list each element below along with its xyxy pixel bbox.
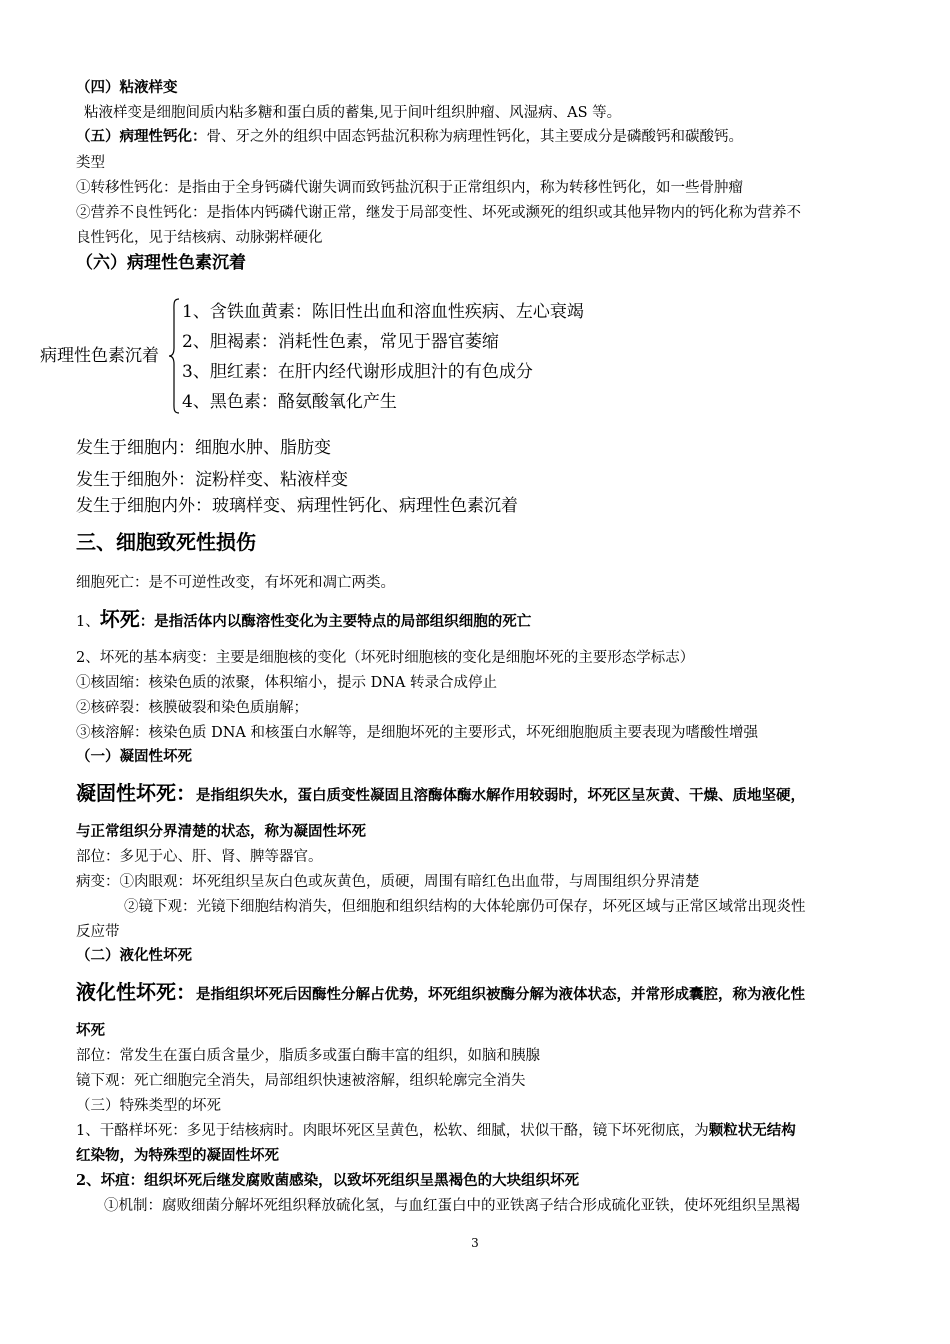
gangrene-mechanism: ①机制：腐败细菌分解坏死组织释放硫化氢，与血红蛋白中的亚铁离子结合形成硫化亚铁，使坏死组织呈黑褐 bbox=[104, 1198, 800, 1214]
nucleus-pyknosis: ①核固缩：核染色质的浓聚，体积缩小，提示 DNA 转录合成停止 bbox=[76, 675, 498, 691]
page-number: 3 bbox=[471, 1236, 479, 1250]
cell-death-definition: 细胞死亡：是不可逆性改变，有坏死和凋亡两类。 bbox=[76, 575, 395, 591]
special-necrosis-title: （三）特殊类型的坏死 bbox=[76, 1098, 221, 1114]
coagulative-title: （一）凝固性坏死 bbox=[76, 748, 192, 765]
section-5-line bbox=[76, 127, 920, 147]
pigment-group-label: 病理性色素沉着 bbox=[40, 346, 159, 366]
liquefactive-definition-1: 是指组织坏死后因酶性分解占优势，坏死组织被酶分解为液体状态，并常形成囊腔，称为液化性 bbox=[196, 986, 805, 1003]
coagulative-micro: ②镜下观：光镜下细胞结构消失，但细胞和组织结构的大体轮廓仍可保存，坏死区域与正常区域常出现炎性 bbox=[124, 899, 806, 915]
nucleus-karyolysis: ③核溶解：核染色质 DNA 和核蛋白水解等，是细胞坏死的主要形式，坏死细胞胞质主要表现为嗜酸性增强 bbox=[76, 725, 758, 741]
caseous-text: 1、干酪样坏死：多见于结核病时。肉眼坏死区呈黄色，松软、细腻，状似干酪，镜下坏死彻底，为 bbox=[76, 1123, 709, 1139]
summary-intracellular: 发生于细胞内：细胞水肿、脂肪变 bbox=[76, 438, 331, 458]
liquefactive-title: （二）液化性坏死 bbox=[76, 947, 192, 964]
types-label: 类型 bbox=[76, 155, 105, 171]
coagulative-reaction-zone: 反应带 bbox=[76, 924, 120, 940]
summary-both: 发生于细胞内外：玻璃样变、病理性钙化、病理性色素沉着 bbox=[76, 496, 518, 516]
pigment-item: 1、含铁血黄素：陈旧性出血和溶血性疾病、左心衰竭 bbox=[182, 302, 584, 322]
section-4-title: （四）粘液样变 bbox=[76, 79, 178, 96]
curly-brace-icon bbox=[168, 298, 180, 414]
summary-extracellular: 发生于细胞外：淀粉样变、粘液样变 bbox=[76, 470, 348, 490]
basic-change: 2、坏死的基本病变：主要是细胞核的变化（坏死时细胞核的变化是细胞坏死的主要形态学标志） bbox=[76, 650, 695, 666]
coagulative-gross: 病变：①肉眼观：坏死组织呈灰白色或灰黄色，质硬，周围有暗红色出血带，与周围组织分界清楚 bbox=[76, 874, 700, 890]
necrosis-number: 1、 bbox=[76, 614, 100, 630]
section-5-text: 骨、牙之外的组织中固态钙盐沉积称为病理性钙化，其主要成分是磷酸钙和碳酸钙。 bbox=[206, 129, 743, 145]
necrosis-definition: ：是指活体内以酶溶性变化为主要特点的局部组织细胞的死亡 bbox=[139, 613, 532, 630]
gangrene-title: 2、坏疽：组织坏死后继发腐败菌感染，以致坏死组织呈黑褐色的大块组织坏死 bbox=[76, 1172, 580, 1189]
caseous-line-1 bbox=[76, 1121, 920, 1141]
section-4-text: 粘液样变是细胞间质内粘多糖和蛋白质的蓄集,见于间叶组织肿瘤、风湿病、AS 等。 bbox=[84, 105, 622, 121]
calcification-type-1: ①转移性钙化：是指由于全身钙磷代谢失调而致钙盐沉积于正常组织内，称为转移性钙化，如一些骨肿瘤 bbox=[76, 180, 743, 196]
nucleus-karyorrhexis: ②核碎裂：核膜破裂和染色质崩解； bbox=[76, 700, 308, 716]
caseous-line-2: 红染物，为特殊型的凝固性坏死 bbox=[76, 1147, 279, 1164]
liquefactive-term: 液化性坏死： bbox=[76, 980, 196, 1004]
pigment-item: 2、胆褐素：消耗性色素，常见于器官萎缩 bbox=[182, 332, 499, 352]
pigment-item: 3、胆红素：在肝内经代谢形成胆汁的有色成分 bbox=[182, 362, 533, 382]
section-6-title: （六）病理性色素沉着 bbox=[76, 253, 246, 273]
necrosis-definition-line bbox=[76, 606, 920, 635]
coagulative-site: 部位：多见于心、肝、肾、脾等器官。 bbox=[76, 849, 323, 865]
chapter-3-title: 三、细胞致死性损伤 bbox=[76, 530, 256, 554]
caseous-highlight: 颗粒状无结构 bbox=[708, 1122, 796, 1139]
pigment-item: 4、黑色素：酪氨酸氧化产生 bbox=[182, 392, 397, 412]
coagulative-term: 凝固性坏死： bbox=[76, 781, 196, 805]
liquefactive-micro: 镜下观：死亡细胞完全消失，局部组织快速被溶解，组织轮廓完全消失 bbox=[76, 1073, 526, 1089]
liquefactive-definition-line bbox=[76, 977, 920, 1010]
liquefactive-definition-2: 坏死 bbox=[76, 1022, 105, 1039]
coagulative-definition-line bbox=[76, 778, 920, 811]
necrosis-term: 坏死 bbox=[99, 607, 140, 631]
liquefactive-site: 部位：常发生在蛋白质含量少，脂质多或蛋白酶丰富的组织，如脑和胰腺 bbox=[76, 1048, 540, 1064]
calcification-type-2-line-1: ②营养不良性钙化：是指体内钙磷代谢正常，继发于局部变性、坏死或濒死的组织或其他异物内的钙化称为营养不 bbox=[76, 205, 801, 221]
section-5-lead: （五）病理性钙化： bbox=[76, 128, 207, 145]
coagulative-definition-2: 与正常组织分界清楚的状态，称为凝固性坏死 bbox=[76, 823, 366, 840]
coagulative-definition-1: 是指组织失水，蛋白质变性凝固且溶酶体酶水解作用较弱时，坏死区呈灰黄、干燥、质地坚硬， bbox=[196, 787, 805, 804]
calcification-type-2-line-2: 良性钙化，见于结核病、动脉粥样硬化 bbox=[76, 230, 323, 246]
